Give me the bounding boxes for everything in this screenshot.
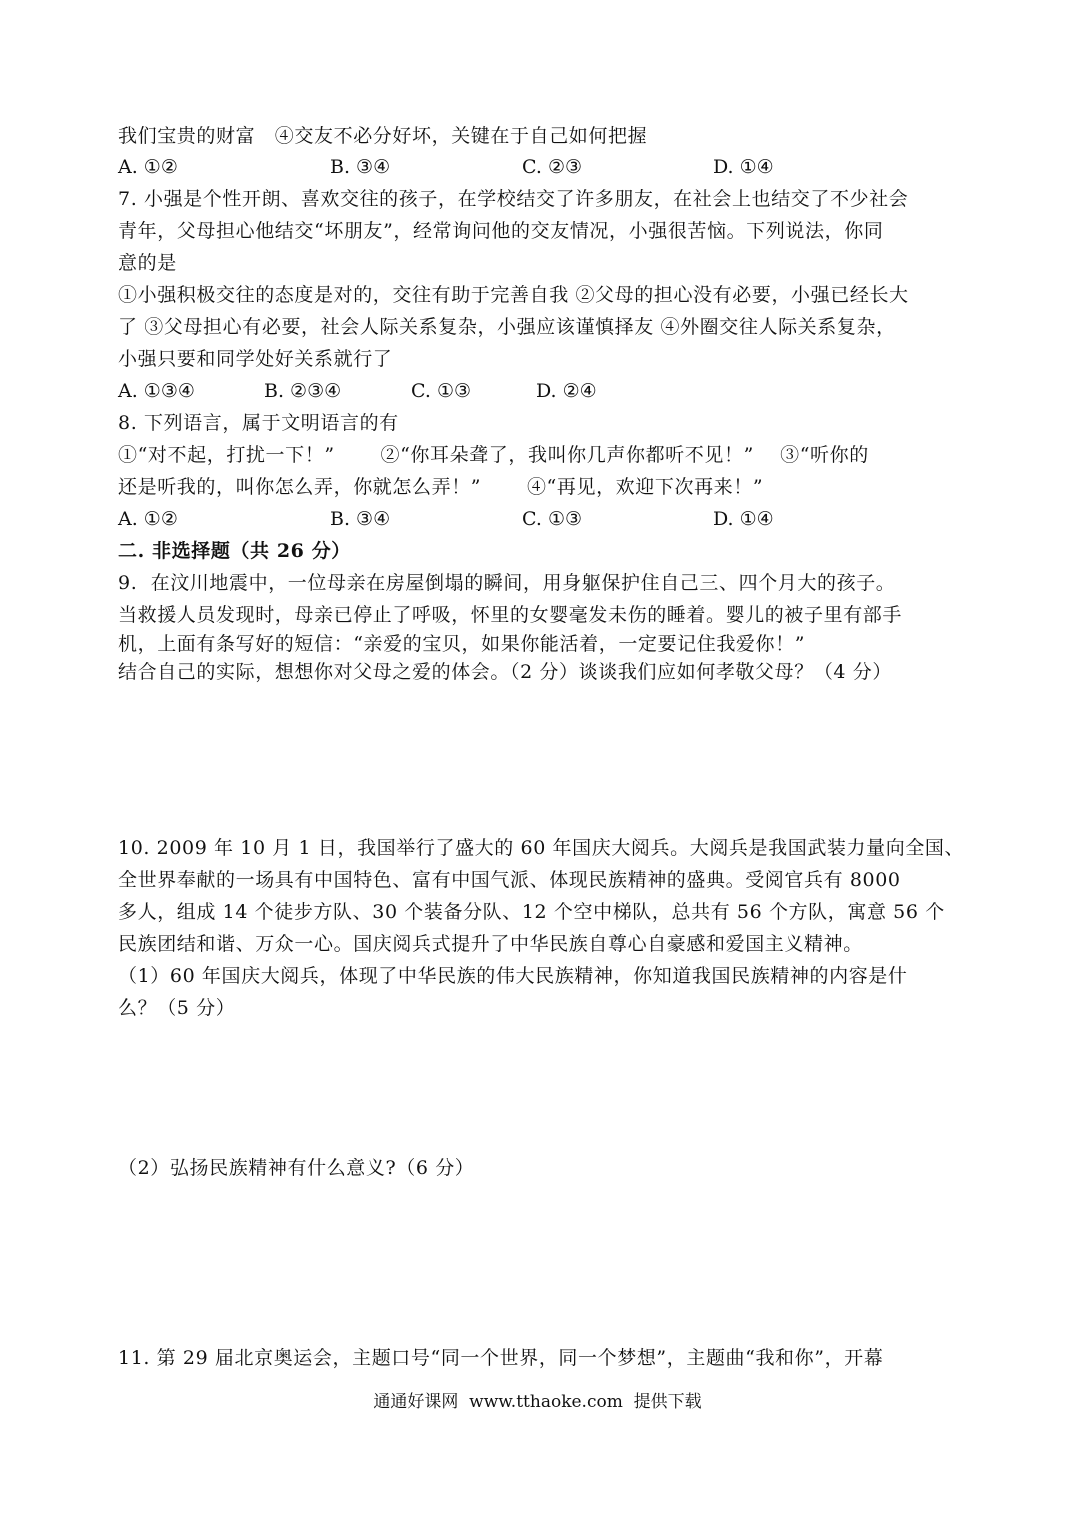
q8-option-c: C. ①③ — [522, 508, 583, 530]
q7-line-3: 意的是 — [118, 252, 177, 274]
q10-sub-2: （2）弘扬民族精神有什么意义?（6 分） — [118, 1157, 475, 1179]
q8-option-a: A. ①② — [118, 508, 178, 530]
q8-option-d: D. ①④ — [713, 508, 774, 530]
section-2-heading: 二. 非选择题（共 26 分） — [118, 540, 351, 562]
q10-line-2: 全世界奉献的一场具有中国特色、富有中国气派、体现民族精神的盛典。受阅官兵有 8000 — [118, 869, 901, 891]
q7-line-5: 了 ③父母担心有必要，社会人际关系复杂，小强应该谨慎择友 ④外圈交往人际关系复杂， — [118, 316, 896, 338]
q6-statement-end: 我们宝贵的财富 ④交友不必分好坏，关键在于自己如何把握 — [118, 125, 648, 147]
q7-option-b: B. ②③④ — [264, 380, 342, 402]
q9-line-4: 结合自己的实际，想想你对父母之爱的体会。（2 分）谈谈我们应如何孝敬父母？（4 分） — [118, 661, 892, 683]
q7-option-c: C. ①③ — [411, 380, 472, 402]
q10-line-6: 么？（5 分） — [118, 997, 236, 1019]
q9-line-1: 9. 在汶川地震中，一位母亲在房屋倒塌的瞬间，用身躯保护住自己三、四个月大的孩子。 — [118, 572, 896, 594]
q7-line-2: 青年，父母担心他结交“坏朋友”，经常询问他的交友情况，小强很苦恼。下列说法，你同 — [118, 220, 884, 242]
q7-option-a: A. ①③④ — [118, 380, 195, 402]
q6-option-b: B. ③④ — [330, 156, 391, 178]
q7-line-1: 7. 小强是个性开朗、喜欢交往的孩子，在学校结交了许多朋友，在社会上也结交了不少社会 — [118, 188, 909, 210]
q8-line-3: 还是听我的，叫你怎么弄，你就怎么弄！” ④“再见，欢迎下次再来！” — [118, 476, 764, 498]
q7-option-d: D. ②④ — [536, 380, 597, 402]
q10-line-5: （1）60 年国庆大阅兵，体现了中华民族的伟大民族精神，你知道我国民族精神的内容是什 — [118, 965, 908, 987]
page-footer: 通通好课网 www.tthaoke.com 提供下载 — [373, 1392, 702, 1412]
q9-line-3: 机，上面有条写好的短信：“亲爱的宝贝，如果你能活着，一定要记住我爱你！” — [118, 633, 806, 655]
q6-option-d: D. ①④ — [713, 156, 774, 178]
q10-line-1: 10. 2009 年 10 月 1 日，我国举行了盛大的 60 年国庆大阅兵。大阅兵是我国武装力量向全国、 — [118, 837, 965, 859]
q10-line-3: 多人，组成 14 个徒步方队、30 个装备分队、12 个空中梯队，总共有 56 个方队，寓意 56 个 — [118, 901, 945, 923]
q10-line-4: 民族团结和谐、万众一心。国庆阅兵式提升了中华民族自尊心自豪感和爱国主义精神。 — [118, 933, 863, 955]
q7-line-6: 小强只要和同学处好关系就行了 — [118, 348, 393, 370]
q6-option-a: A. ①② — [118, 156, 178, 178]
q7-line-4: ①小强积极交往的态度是对的，交往有助于完善自我 ②父母的担心没有必要，小强已经长大 — [118, 284, 909, 306]
q8-option-b: B. ③④ — [330, 508, 391, 530]
q9-line-2: 当救援人员发现时，母亲已停止了呼吸，怀里的女婴毫发未伤的睡着。婴儿的被子里有部手 — [118, 604, 903, 626]
q6-option-c: C. ②③ — [522, 156, 583, 178]
q8-line-2: ①“对不起，打扰一下！” ②“你耳朵聋了，我叫你几声你都听不见！” ③“听你的 — [118, 444, 869, 466]
q11-line-1: 11. 第 29 届北京奥运会，主题口号“同一个世界，同一个梦想”，主题曲“我和你”，开幕 — [118, 1347, 884, 1369]
q8-line-1: 8. 下列语言，属于文明语言的有 — [118, 412, 399, 434]
